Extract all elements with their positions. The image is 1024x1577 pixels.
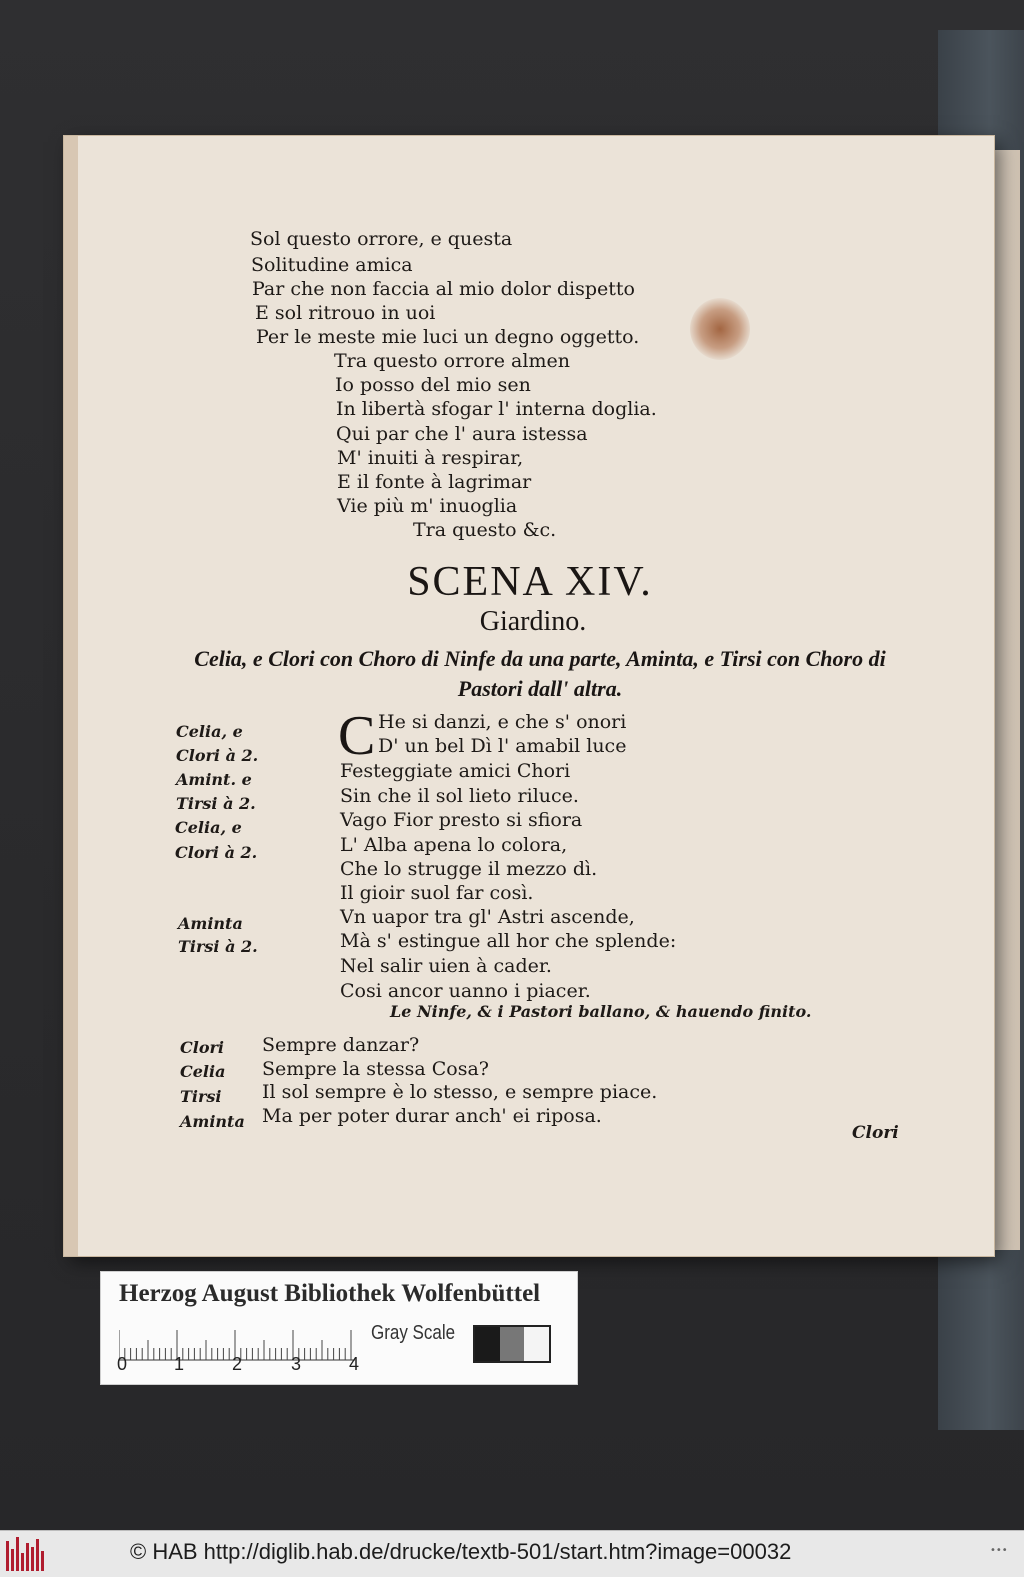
dialogue-line: D' un bel Dì l' amabil luce [378,735,627,757]
role-label: Clori à 2. [176,746,259,765]
verse-line: In libertà sfogar l' interna doglia. [336,398,657,420]
reference-card [100,1271,578,1385]
page-edge [990,150,1020,1250]
verse-line: M' inuiti à respirar, [337,447,524,469]
role-label: Celia, e [176,722,243,741]
gray-swatch [524,1327,549,1361]
ruler-number: 0 [117,1354,128,1374]
dialogue-line: Il sol sempre è lo stesso, e sempre piace. [262,1081,658,1103]
role-label: Tirsi [180,1087,222,1106]
role-label: Aminta [178,914,243,933]
scene-title: SCENA XIV. [407,559,653,605]
catchword: Clori [852,1123,899,1143]
gray-swatch [500,1327,525,1361]
library-name: Herzog August Bibliothek Wolfenbüttel [119,1280,541,1307]
gray-scale-swatches [473,1325,551,1363]
dialogue-line: He si danzi, e che s' onori [378,711,627,733]
verse-line: Io posso del mio sen [335,374,531,396]
verse-line: E il fonte à lagrimar [337,471,532,493]
verse-line: Tra questo orrore almen [334,350,570,372]
dialogue-line: Festeggiate amici Chori [340,760,571,782]
verse-line: E sol ritrouo in uoi [255,302,436,324]
dialogue-line: Il gioir suol far così. [340,882,534,904]
gray-scale-label: Gray Scale [371,1322,456,1344]
verse-line: Tra questo &c. [413,519,557,541]
role-label: Clori à 2. [175,843,258,862]
dialogue-line: L' Alba apena lo colora, [340,834,568,856]
role-label: Celia [180,1062,226,1081]
hab-logo-icon [6,1537,46,1571]
dialogue-line: Nel salir uien à cader. [340,955,552,977]
dialogue-line: Che lo strugge il mezzo dì. [340,858,598,880]
footer-bar [0,1530,1024,1577]
ink-stain [690,298,750,360]
verse-line: Per le meste mie luci un degno oggetto. [256,326,640,348]
verse-line: Sol questo orrore, e questa [250,228,513,250]
dialogue-line: Ma per poter durar anch' ei riposa. [262,1105,602,1127]
ruler-number: 3 [291,1354,302,1374]
dropcap: C [338,705,376,767]
role-label: Aminta [180,1112,245,1131]
stage-direction: Le Ninfe, & i Pastori ballano, & hauendo finito. [390,1002,812,1021]
dialogue-line: Sin che il sol lieto riluce. [340,785,579,807]
dialogue-line: Vago Fior presto si sfiora [340,809,583,831]
more-icon: ••• [990,1545,1008,1556]
gray-swatch [475,1327,500,1361]
dialogue-line: Sempre danzar? [262,1034,420,1056]
copyright-url: © HAB http://diglib.hab.de/drucke/textb-501/start.htm?image=00032 [130,1539,792,1564]
dialogue-line: Sempre la stessa Cosa? [262,1058,489,1080]
role-label: Tirsi à 2. [176,794,256,813]
ruler-number: 4 [349,1354,360,1374]
role-label: Tirsi à 2. [178,937,258,956]
verse-line: Par che non faccia al mio dolor dispetto [252,278,635,300]
verse-line: Qui par che l' aura istessa [336,423,588,445]
scene-cast: Celia, e Clori con Choro di Ninfe da una parte, Aminta, e Tirsi con Choro di Pastori dall' altra. [194,646,886,701]
verse-line: Vie più m' inuoglia [337,495,518,517]
role-label: Clori [180,1038,224,1057]
ruler-number: 1 [174,1354,185,1374]
scene-place: Giardino. [479,606,587,637]
verse-line: Solitudine amica [251,254,413,276]
dialogue-line: Vn uapor tra gl' Astri ascende, [340,906,635,928]
role-label: Amint. e [176,770,252,789]
ruler-number: 2 [232,1354,243,1374]
dialogue-line: Cosi ancor uanno i piacer. [340,980,591,1002]
dialogue-line: Mà s' estingue all hor che splende: [340,930,677,952]
role-label: Celia, e [175,818,242,837]
